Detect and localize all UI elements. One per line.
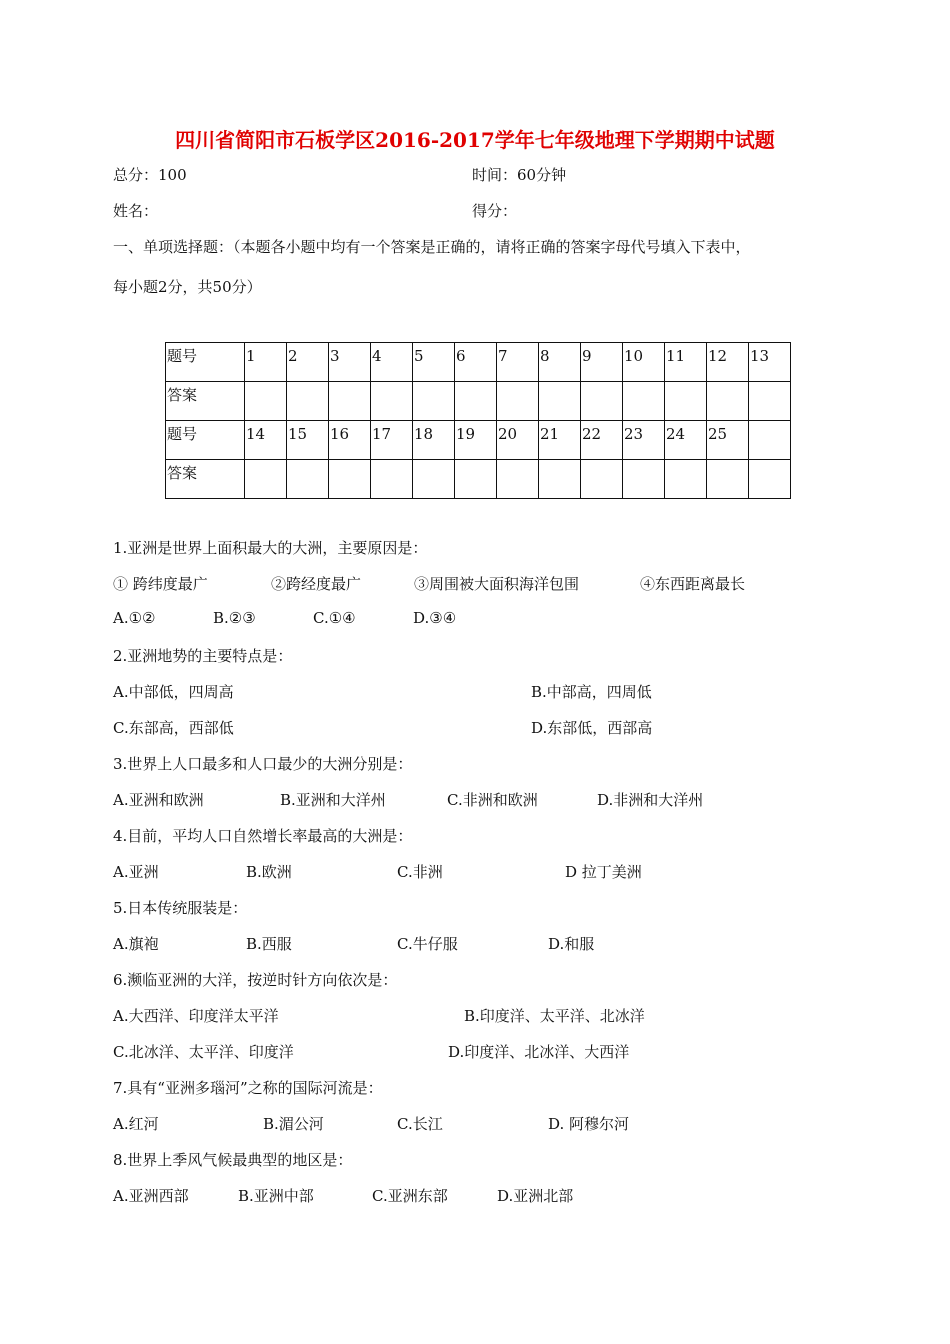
question-3-choice-a: A.亚洲和欧洲 — [113, 791, 204, 809]
question-number: 21 — [539, 421, 581, 460]
question-number: 22 — [581, 421, 623, 460]
question-1-choice-a: A.①② — [113, 609, 156, 627]
question-4-choice-b: B.欧洲 — [246, 863, 292, 881]
question-number: 25 — [707, 421, 749, 460]
answer-cell[interactable] — [371, 460, 413, 499]
question-number: 3 — [329, 343, 371, 382]
question-5-choice-d: D.和服 — [548, 935, 595, 953]
answer-cell[interactable] — [623, 382, 665, 421]
question-8-choice-c: C.亚洲东部 — [372, 1187, 448, 1205]
answer-cell[interactable] — [623, 460, 665, 499]
answer-cell[interactable] — [665, 460, 707, 499]
question-number: 6 — [455, 343, 497, 382]
question-8-choice-b: B.亚洲中部 — [238, 1187, 314, 1205]
question-7-stem: 7.具有“亚洲多瑙河”之称的国际河流是： — [113, 1079, 383, 1097]
question-number: 11 — [665, 343, 707, 382]
question-number: 20 — [497, 421, 539, 460]
row-label: 题号 — [166, 343, 245, 382]
question-2-choice-b: B.中部高，四周低 — [531, 683, 652, 701]
answer-cell[interactable] — [707, 460, 749, 499]
answer-cell[interactable] — [245, 382, 287, 421]
total-score-label: 总分：100 — [113, 166, 187, 184]
answer-cell[interactable] — [581, 460, 623, 499]
question-4-choice-a: A.亚洲 — [113, 863, 159, 881]
question-number: 7 — [497, 343, 539, 382]
table-row — [166, 460, 791, 499]
question-number: 10 — [623, 343, 665, 382]
question-1-choice-b: B.②③ — [213, 609, 256, 627]
question-1-choice-d: D.③④ — [413, 609, 457, 627]
question-7-choice-d: D. 阿穆尔河 — [548, 1115, 630, 1133]
question-3-choice-b: B.亚洲和大洋州 — [280, 791, 386, 809]
answer-cell[interactable] — [413, 382, 455, 421]
question-number: 8 — [539, 343, 581, 382]
row-label: 题号 — [166, 421, 245, 460]
table-row — [166, 382, 791, 421]
question-number: 18 — [413, 421, 455, 460]
question-2-choice-a: A.中部低，四周高 — [113, 683, 234, 701]
question-6-choice-a: A.大西洋、印度洋太平洋 — [113, 1007, 279, 1025]
question-1-statement: ③周围被大面积海洋包围 — [414, 575, 580, 593]
question-2-stem: 2.亚洲地势的主要特点是： — [113, 647, 293, 665]
question-8-choice-d: D.亚洲北部 — [497, 1187, 574, 1205]
question-number: 17 — [371, 421, 413, 460]
question-number: 4 — [371, 343, 413, 382]
row-label: 答案 — [166, 382, 245, 421]
name-label: 姓名： — [113, 202, 159, 220]
question-1-stem: 1.亚洲是世界上面积最大的大洲，主要原因是： — [113, 539, 428, 557]
question-8-stem: 8.世界上季风气候最典型的地区是： — [113, 1151, 353, 1169]
question-1-choice-c: C.①④ — [313, 609, 356, 627]
section-instruction-line2: 每小题2分，共50分） — [113, 278, 262, 296]
table-row — [166, 343, 791, 382]
question-number: 2 — [287, 343, 329, 382]
question-number: 13 — [749, 343, 791, 382]
question-2-choice-d: D.东部低，西部高 — [531, 719, 653, 737]
answer-cell[interactable] — [371, 382, 413, 421]
question-4-choice-d: D 拉丁美洲 — [565, 863, 642, 881]
question-7-choice-b: B.湄公河 — [263, 1115, 324, 1133]
answer-cell[interactable] — [455, 460, 497, 499]
answer-cell[interactable] — [497, 460, 539, 499]
question-2-choice-c: C.东部高，西部低 — [113, 719, 234, 737]
answer-cell[interactable] — [455, 382, 497, 421]
question-number: 12 — [707, 343, 749, 382]
question-8-choice-a: A.亚洲西部 — [113, 1187, 189, 1205]
question-5-choice-a: A.旗袍 — [113, 935, 159, 953]
section-instruction-line1: 一、单项选择题：（本题各小题中均有一个答案是正确的，请将正确的答案字母代号填入下表中， — [113, 238, 751, 256]
question-6-choice-d: D.印度洋、北冰洋、大西洋 — [448, 1043, 630, 1061]
question-6-choice-b: B.印度洋、太平洋、北冰洋 — [464, 1007, 645, 1025]
question-3-stem: 3.世界上人口最多和人口最少的大洲分别是： — [113, 755, 413, 773]
answer-cell[interactable] — [581, 382, 623, 421]
question-number: 9 — [581, 343, 623, 382]
row-label: 答案 — [166, 460, 245, 499]
question-number — [749, 421, 791, 460]
question-number: 15 — [287, 421, 329, 460]
answer-cell[interactable] — [329, 382, 371, 421]
score-label: 得分： — [472, 202, 518, 220]
question-1-statement: ④东西距离最长 — [640, 575, 746, 593]
answer-cell[interactable] — [665, 382, 707, 421]
answer-cell[interactable] — [539, 382, 581, 421]
answer-cell[interactable] — [749, 382, 791, 421]
answer-cell[interactable] — [245, 460, 287, 499]
question-number: 19 — [455, 421, 497, 460]
question-number: 1 — [245, 343, 287, 382]
document-title: 四川省简阳市石板学区2016-2017学年七年级地理下学期期中试题 — [175, 128, 775, 152]
answer-cell[interactable] — [329, 460, 371, 499]
answer-cell[interactable] — [287, 460, 329, 499]
question-number: 24 — [665, 421, 707, 460]
question-5-stem: 5.日本传统服装是： — [113, 899, 248, 917]
question-4-stem: 4.目前，平均人口自然增长率最高的大洲是： — [113, 827, 413, 845]
question-6-stem: 6.濒临亚洲的大洋，按逆时针方向依次是： — [113, 971, 398, 989]
answer-cell[interactable] — [287, 382, 329, 421]
answer-cell[interactable] — [707, 382, 749, 421]
answer-cell[interactable] — [413, 460, 455, 499]
answer-cell[interactable] — [749, 460, 791, 499]
answer-cell[interactable] — [539, 460, 581, 499]
question-5-choice-c: C.牛仔服 — [397, 935, 458, 953]
table-row — [166, 421, 791, 460]
question-number: 16 — [329, 421, 371, 460]
time-label: 时间：60分钟 — [472, 166, 567, 184]
question-number: 14 — [245, 421, 287, 460]
question-6-choice-c: C.北冰洋、太平洋、印度洋 — [113, 1043, 294, 1061]
answer-table — [165, 342, 791, 499]
question-number: 23 — [623, 421, 665, 460]
question-7-choice-a: A.红河 — [113, 1115, 159, 1133]
question-5-choice-b: B.西服 — [246, 935, 292, 953]
question-1-statement: ②跨经度最广 — [271, 575, 362, 593]
question-3-choice-d: D.非洲和大洋州 — [597, 791, 704, 809]
question-3-choice-c: C.非洲和欧洲 — [447, 791, 538, 809]
answer-cell[interactable] — [497, 382, 539, 421]
question-1-statement: ① 跨纬度最广 — [113, 575, 208, 593]
question-number: 5 — [413, 343, 455, 382]
question-4-choice-c: C.非洲 — [397, 863, 443, 881]
question-7-choice-c: C.长江 — [397, 1115, 443, 1133]
